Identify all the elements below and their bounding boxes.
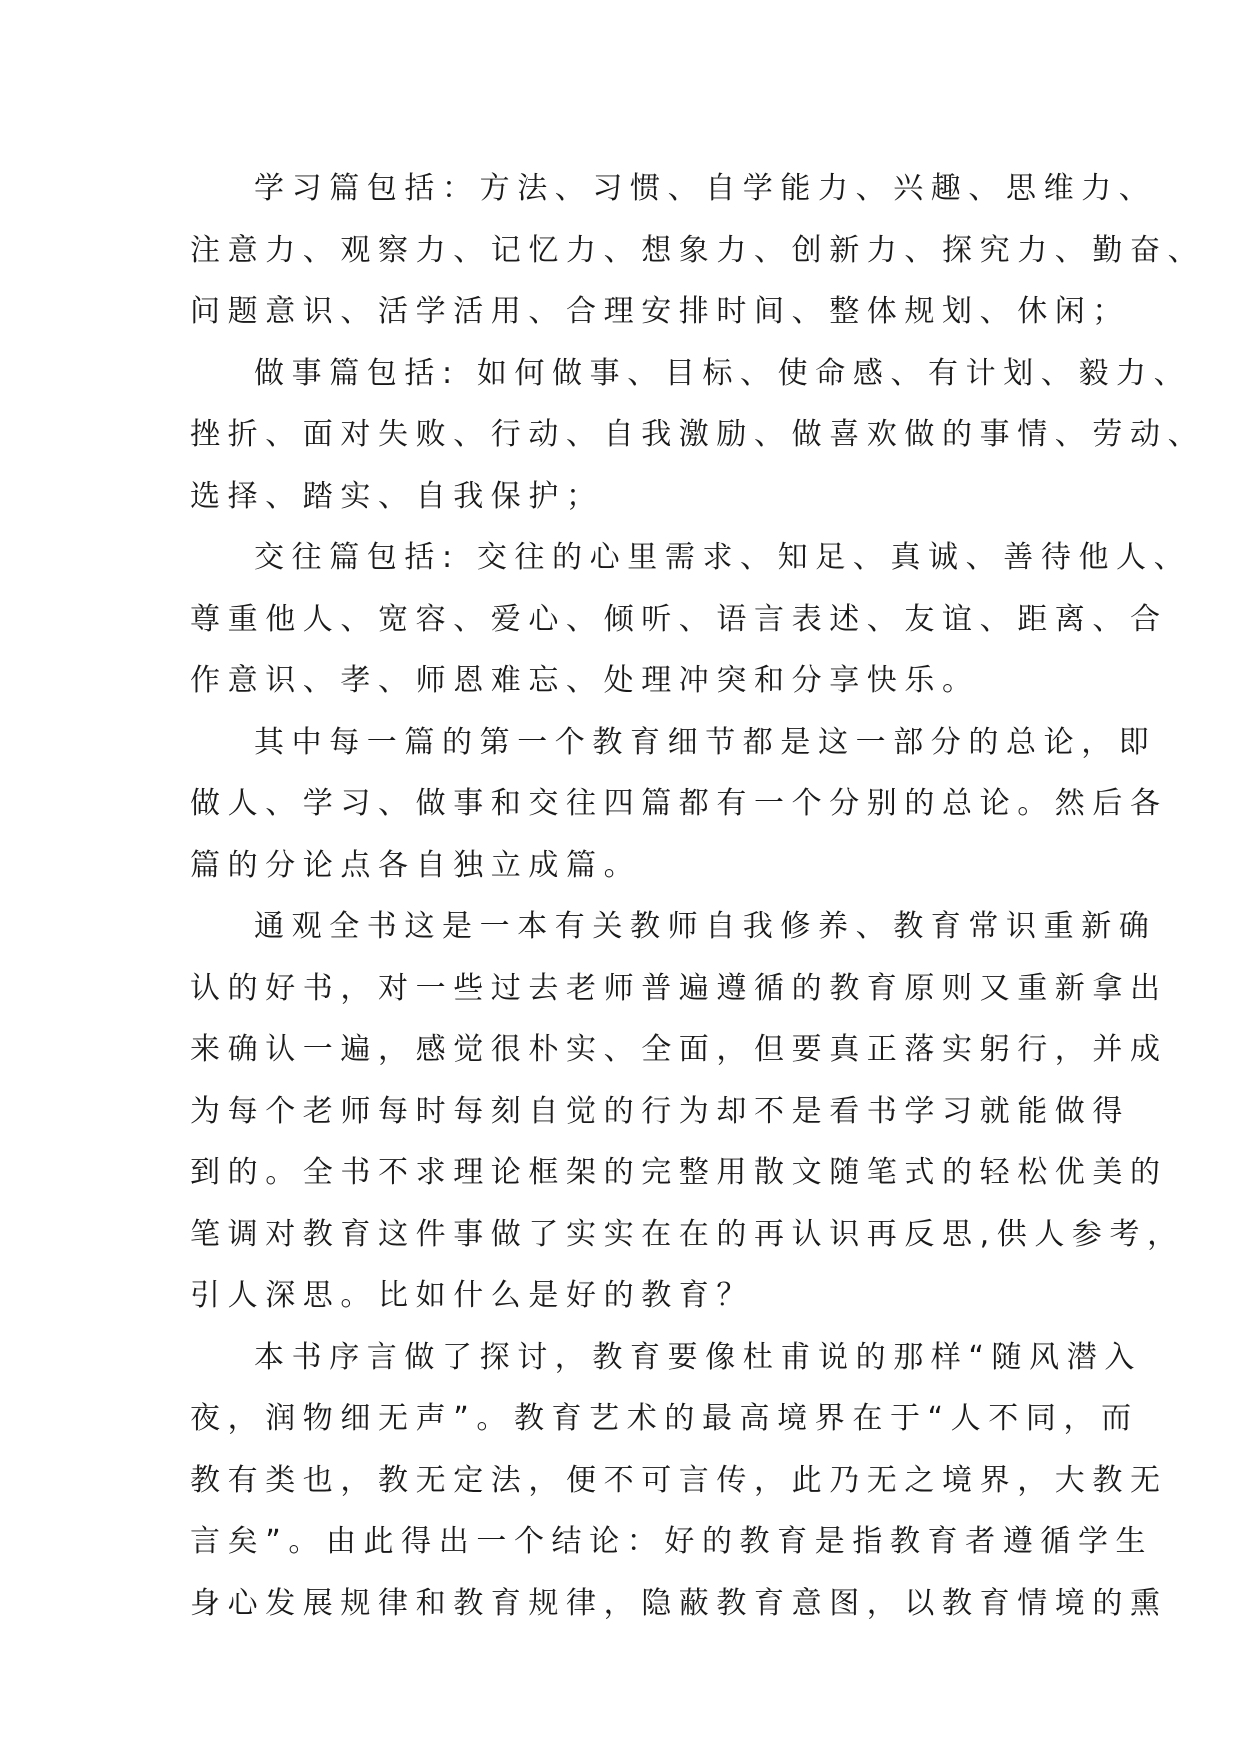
paragraph-5-line-6: 笔调对教育这件事做了实实在在的再认识再反思,供人参考，: [190, 1216, 1185, 1252]
paragraph-6-line-4: 言矣”。由此得出一个结论：好的教育是指教育者遵循学生: [190, 1524, 1154, 1559]
paragraph-4-line-2: 做人、学习、做事和交往四篇都有一个分别的总论。然后各: [190, 786, 1168, 821]
paragraph-5-line-5: 到的。全书不求理论框架的完整用散文随笔式的轻松优美的: [190, 1155, 1168, 1190]
paragraph-5-line-3: 来确认一遍，感觉很朴实、全面，但要真正落实躬行，并成: [190, 1032, 1168, 1067]
paragraph-2-line-3: 选择、踏实、自我保护；: [190, 478, 604, 514]
paragraph-4-line-3: 篇的分论点各自独立成篇。: [190, 847, 642, 883]
paragraph-5-line-2: 认的好书，对一些过去老师普遍遵循的教育原则又重新拿出: [190, 970, 1168, 1006]
paragraph-6-line-2: 夜，润物细无声”。教育艺术的最高境界在于“人不同，而: [190, 1401, 1139, 1436]
paragraph-1-line-3: 问题意识、活学活用、合理安排时间、整体规划、休闲；: [190, 294, 1130, 329]
paragraph-2-line-2: 挫折、面对失败、行动、自我激励、做喜欢做的事情、劳动、: [190, 417, 1206, 452]
paragraph-5-line-4: 为每个老师每时每刻自觉的行为却不是看书学习就能做得: [190, 1093, 1130, 1129]
paragraph-5-line-1: 通观全书这是一本有关教师自我修养、教育常识重新确: [254, 909, 1157, 944]
paragraph-1-line-1: 学习篇包括：方法、习惯、自学能力、兴趣、思维力、: [254, 171, 1157, 206]
paragraph-6-line-3: 教有类也，教无定法，便不可言传，此乃无之境界，大教无: [190, 1462, 1168, 1498]
document-body: [190, 158, 1206, 1634]
paragraph-5-line-7: 引人深思。比如什么是好的教育？: [190, 1278, 754, 1313]
paragraph-2-line-1: 做事篇包括: 如何做事、目标、使命感、有计划、毅力、: [254, 355, 1192, 391]
paragraph-6-line-1: 本书序言做了探讨，教育要像杜甫说的那样“随风潜入: [254, 1339, 1142, 1375]
paragraph-3-line-3: 作意识、孝、师恩难忘、处理冲突和分享快乐。: [190, 663, 980, 698]
paragraph-6-line-5: 身心发展规律和教育规律，隐蔽教育意图，以教育情境的熏: [190, 1585, 1168, 1621]
paragraph-1-line-2: 注意力、观察力、记忆力、想象力、创新力、探究力、勤奋、: [190, 232, 1206, 268]
paragraph-3-line-2: 尊重他人、宽容、爱心、倾听、语言表述、友谊、距离、合: [190, 601, 1168, 637]
paragraph-3-line-1: 交往篇包括: 交往的心里需求、知足、真诚、善待他人、: [254, 540, 1192, 575]
paragraph-4-line-1: 其中每一篇的第一个教育细节都是这一部分的总论，即: [254, 724, 1157, 760]
